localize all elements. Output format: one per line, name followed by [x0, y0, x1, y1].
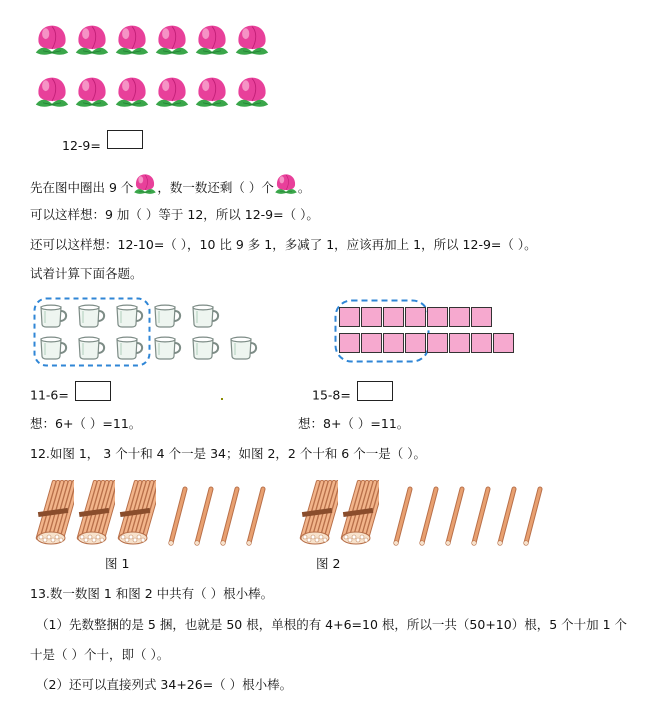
figure-2-caption: 图 2: [316, 556, 341, 571]
peach-icon: [114, 74, 150, 110]
pink-square: [449, 307, 470, 327]
cup-icon: [152, 304, 190, 328]
pink-square: [383, 333, 404, 353]
question-13: 13.数一数图 1 和图 2 中共有（ ）根小棒。: [30, 586, 274, 601]
single-stick-icon: [522, 486, 544, 546]
peach-icon: [34, 74, 70, 110]
pink-square: [339, 333, 360, 353]
equation-11-6: [30, 386, 111, 406]
figure-1: [34, 474, 271, 546]
single-stick-icon: [193, 486, 215, 546]
problem-line-1: [30, 172, 310, 196]
stick-bundle-icon: [34, 480, 74, 546]
pink-square: [471, 307, 492, 327]
single-stick-icon: [167, 486, 189, 546]
peach-icon: [133, 172, 157, 196]
think-2: 想：8+（ ）=11。: [298, 416, 410, 431]
question-13-part-1b: 十是（ ）个十，即（ ）。: [30, 647, 170, 662]
equation-text: 15-8=: [312, 387, 351, 403]
cup-icon: [190, 336, 228, 360]
cup-icon: [152, 336, 190, 360]
answer-box[interactable]: [357, 381, 393, 401]
pink-square: [383, 307, 404, 327]
think-1: 想：6+（ ）=11。: [30, 416, 142, 431]
peach-icon: [274, 172, 298, 196]
single-stick-icon: [219, 486, 241, 546]
line1-part-a: 先在图中圈出 9 个: [30, 180, 134, 195]
peach-row-1: [34, 22, 270, 58]
pink-square: [361, 333, 382, 353]
line1-part-c: 。: [297, 180, 311, 195]
peach-icon: [154, 22, 190, 58]
problem-line-2: 可以这样想：9 加（ ）等于 12，所以 12-9=（ ）。: [30, 207, 319, 222]
peach-row-2: [34, 74, 270, 110]
peach-icon: [234, 22, 270, 58]
pink-square: [471, 333, 492, 353]
stick-bundle-icon: [298, 480, 338, 546]
pink-square: [405, 333, 426, 353]
stick-bundle-icon: [116, 480, 156, 546]
answer-box[interactable]: [75, 381, 111, 401]
pink-square: [361, 307, 382, 327]
equation-15-8: [312, 386, 393, 406]
stick-bundle-icon: [339, 480, 379, 546]
single-stick-icon: [470, 486, 492, 546]
cups-grid: [38, 304, 266, 360]
peach-icon: [114, 22, 150, 58]
equation-text: 12-9=: [62, 138, 101, 153]
single-stick-icon: [392, 486, 414, 546]
single-stick-icon: [496, 486, 518, 546]
cup-icon: [38, 304, 76, 328]
cup-icon: [38, 336, 76, 360]
stray-dot: [221, 398, 223, 400]
cup-icon: [114, 304, 152, 328]
pink-square: [449, 333, 470, 353]
peach-icon: [234, 74, 270, 110]
question-13-part-2: （2）还可以直接列式 34+26=（ ）根小棒。: [36, 677, 293, 692]
line1-part-b: ，数一数还剩（ ）个: [157, 180, 274, 195]
peach-icon: [74, 74, 110, 110]
cup-empty-cell: [228, 304, 266, 328]
answer-box[interactable]: [107, 130, 143, 149]
figure-2: [298, 470, 548, 546]
equation-12-9: [62, 137, 143, 156]
pink-square: [493, 333, 514, 353]
pink-square: [427, 333, 448, 353]
peach-icon: [74, 22, 110, 58]
single-stick-icon: [245, 486, 267, 546]
pink-square: [405, 307, 426, 327]
figure-1-caption: 图 1: [105, 556, 130, 571]
peach-icon: [194, 22, 230, 58]
equation-text: 11-6=: [30, 387, 69, 403]
try-heading: 试着计算下面各题。: [30, 266, 143, 281]
peach-icon: [194, 74, 230, 110]
problem-line-3: 还可以这样想：12-10=（ ），10 比 9 多 1，多减了 1，应该再加上 1，所以 12-9=（ ）。: [30, 237, 537, 252]
pink-square: [339, 307, 360, 327]
cup-icon: [76, 304, 114, 328]
cup-icon: [190, 304, 228, 328]
single-stick-icon: [444, 486, 466, 546]
single-stick-icon: [418, 486, 440, 546]
question-12: 12.如图 1， 3 个十和 4 个一是 34；如图 2，2 个十和 6 个一是（ ）。: [30, 446, 426, 461]
stick-bundle-icon: [75, 480, 115, 546]
cup-icon: [228, 336, 266, 360]
peach-icon: [154, 74, 190, 110]
peach-icon: [34, 22, 70, 58]
pink-square: [427, 307, 448, 327]
question-13-part-1a: （1）先数整捆的是 5 捆，也就是 50 根，单根的有 4+6=10 根，所以一共（50+10）根，5 个十加 1 个: [36, 617, 628, 632]
cup-icon: [76, 336, 114, 360]
cup-icon: [114, 336, 152, 360]
